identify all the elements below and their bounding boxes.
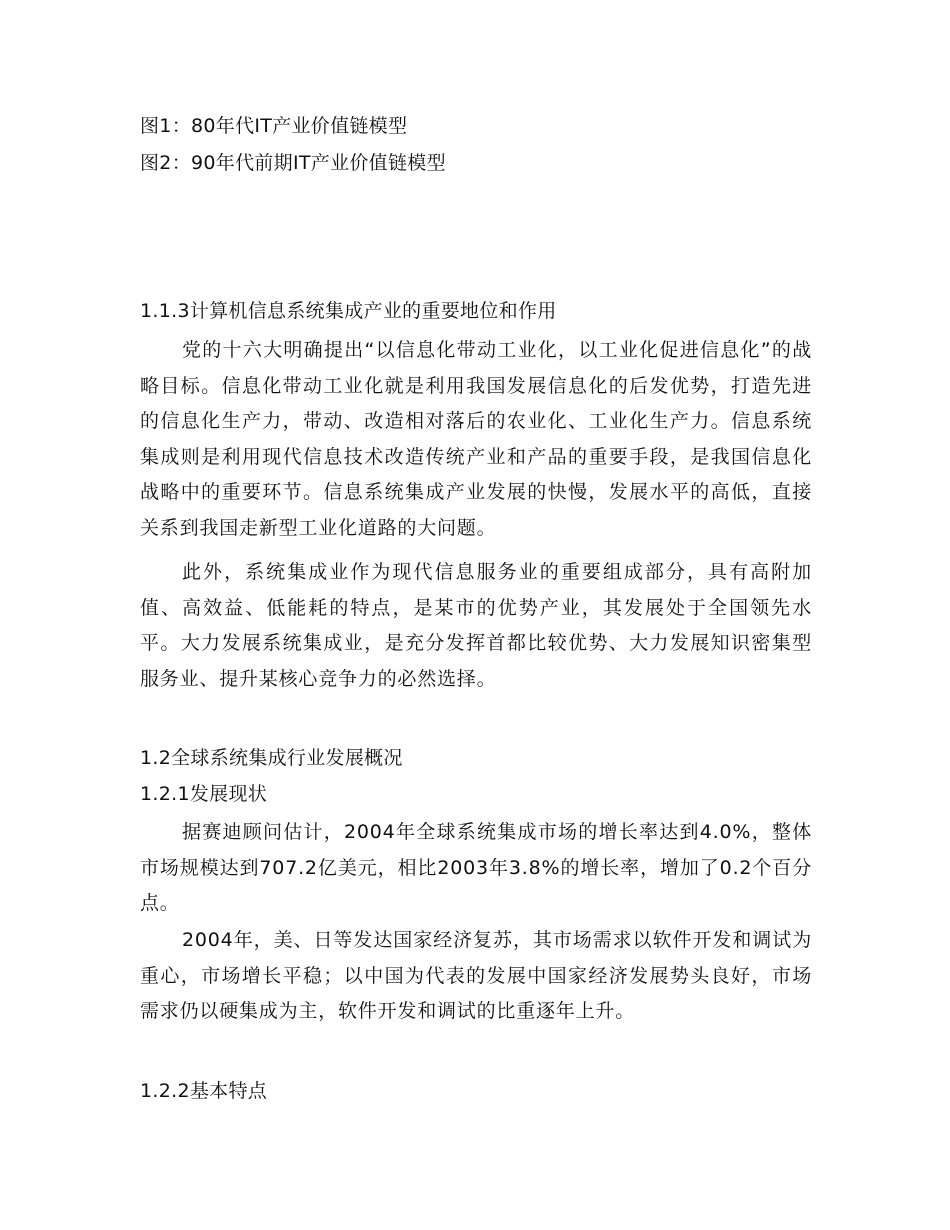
figure-caption-1: 图1：80年代IT产业价值链模型: [140, 115, 408, 137]
section-1-1-3-paragraph-2: 此外，系统集成业作为现代信息服务业的重要组成部分，具有高附加值、高效益、低能耗的特点，是某市的优势产业，其发展处于全国领先水平。大力发展系统集成业，是充分发挥首都比较优势、大力发展知识密集型服务业、提升某核心竞争力的必然选择。: [140, 561, 812, 690]
section-heading-1-2: 1.2全球系统集成行业发展概况: [140, 747, 403, 769]
section-1-1-3-paragraph-1: 党的十六大明确提出“以信息化带动工业化，以工业化促进信息化”的战略目标。信息化带动工业化就是利用我国发展信息化的后发优势，打造先进的信息化生产力，带动、改造相对落后的农业化、工业化生产力。信息系统集成则是利用现代信息技术改造传统产业和产品的重要手段，是我国信息化战略中的重要环节。信息系统集成产业发展的快慢，发展水平的高低，直接关系到我国走新型工业化道路的大问题。: [140, 339, 812, 539]
section-heading-1-2-2: 1.2.2基本特点: [140, 1080, 268, 1102]
section-heading-1-1-3: 1.1.3计算机信息系统集成产业的重要地位和作用: [140, 300, 557, 322]
figure-caption-2: 图2：90年代前期IT产业价值链模型: [140, 152, 446, 174]
section-1-2-1-paragraph-1: 据赛迪顾问估计，2004年全球系统集成市场的增长率达到4.0%，整体市场规模达到707.2亿美元，相比2003年3.8%的增长率，增加了0.2个百分点。: [140, 821, 812, 914]
section-heading-1-2-1: 1.2.1发展现状: [140, 783, 268, 805]
section-1-2-1-paragraph-2: 2004年，美、日等发达国家经济复苏，其市场需求以软件开发和调试为重心，市场增长平稳；以中国为代表的发展中国家经济发展势头良好，市场需求仍以硬集成为主，软件开发和调试的比重逐年上升。: [140, 929, 812, 1022]
